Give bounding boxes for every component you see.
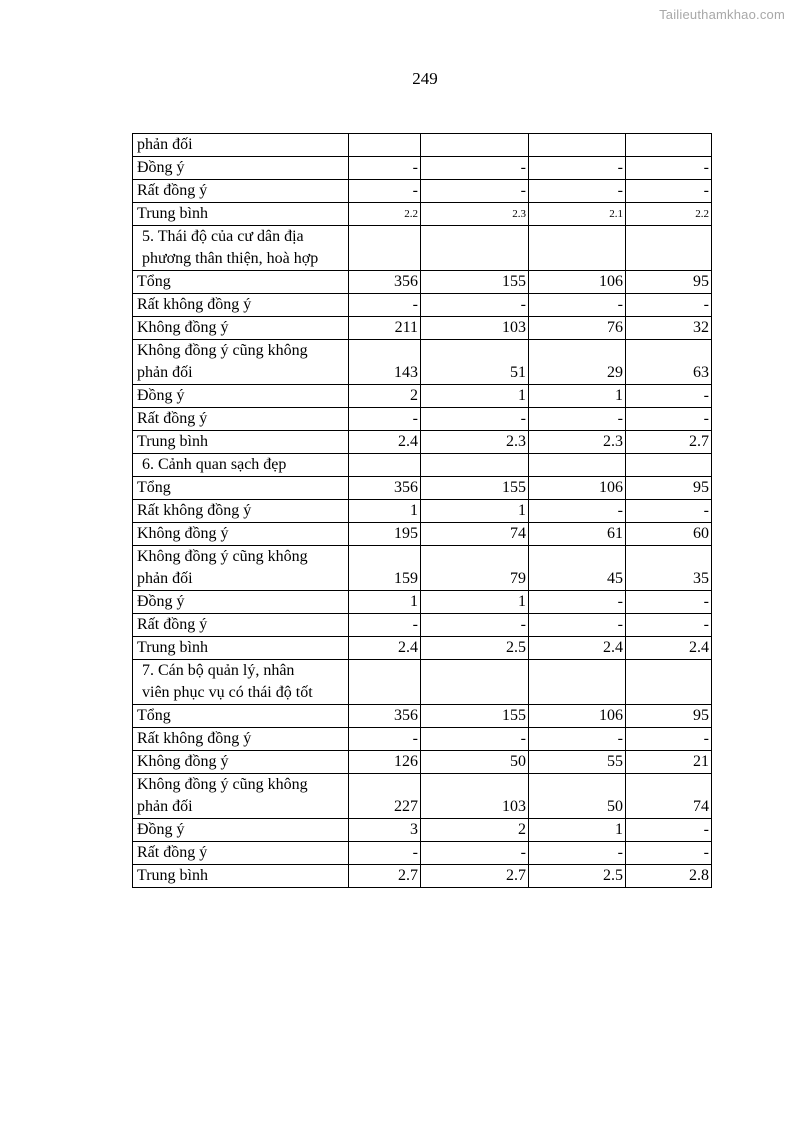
value-cell-col-4: 21: [626, 751, 712, 774]
table-row: [133, 614, 712, 637]
table-row: [133, 523, 712, 546]
value-cell-col-4: 63: [626, 340, 712, 385]
row-label-cell: [133, 340, 349, 385]
value-cell-col-2: 2.5: [421, 637, 529, 660]
row-label-line: Đồng ý: [137, 821, 185, 838]
table-row: [133, 317, 712, 340]
value-cell-col-2: 1: [421, 385, 529, 408]
value-cell-col-2: [421, 660, 529, 705]
table-row: [133, 431, 712, 454]
section-heading-cell: [133, 226, 349, 271]
value-cell-col-1: -: [349, 294, 421, 317]
survey-table-body: [133, 134, 712, 888]
row-label-line: Đồng ý: [137, 387, 185, 404]
table-row: [133, 408, 712, 431]
value-cell-col-1: -: [349, 614, 421, 637]
value-cell-col-2: 2.3: [421, 431, 529, 454]
value-cell-col-2: 79: [421, 546, 529, 591]
value-cell-col-4: -: [626, 294, 712, 317]
row-label-cell: [133, 819, 349, 842]
value-cell-col-1: 2: [349, 385, 421, 408]
value-cell-col-1: 356: [349, 271, 421, 294]
value-cell-col-3: 76: [529, 317, 626, 340]
value-cell-col-4: 95: [626, 705, 712, 728]
row-label-line: Trung bình: [137, 639, 208, 656]
value-cell-col-3: [529, 134, 626, 157]
value-cell-col-2: 103: [421, 317, 529, 340]
value-cell-col-3: -: [529, 408, 626, 431]
row-label-line: phản đối: [137, 570, 193, 587]
value-cell-col-3: 1: [529, 385, 626, 408]
row-label-line: viên phục vụ có thái độ tốt: [142, 684, 313, 701]
value-cell-col-3: 2.5: [529, 865, 626, 888]
row-label-line: Tổng: [137, 273, 171, 290]
table-row: [133, 203, 712, 226]
row-label-cell: [133, 317, 349, 340]
row-label-cell: [133, 728, 349, 751]
value-cell-col-3: 55: [529, 751, 626, 774]
table-row: [133, 751, 712, 774]
value-cell-col-4: 74: [626, 774, 712, 819]
table-row: [133, 637, 712, 660]
value-cell-col-4: 95: [626, 271, 712, 294]
row-label-cell: [133, 271, 349, 294]
value-cell-col-4: 2.4: [626, 637, 712, 660]
value-cell-col-2: -: [421, 614, 529, 637]
value-cell-col-1: -: [349, 408, 421, 431]
table-row: [133, 842, 712, 865]
section-heading-row: [133, 226, 712, 271]
value-cell-col-1: 159: [349, 546, 421, 591]
value-cell-col-3: 61: [529, 523, 626, 546]
row-label-cell: [133, 614, 349, 637]
value-cell-col-2: 2.3: [421, 203, 529, 226]
value-cell-col-4: 60: [626, 523, 712, 546]
value-cell-col-2: -: [421, 842, 529, 865]
value-cell-col-2: 51: [421, 340, 529, 385]
value-cell-col-1: 126: [349, 751, 421, 774]
value-cell-col-2: -: [421, 180, 529, 203]
row-label-line: Không đồng ý cũng không: [137, 776, 308, 793]
table-row: [133, 385, 712, 408]
value-cell-col-2: -: [421, 408, 529, 431]
row-label-cell: [133, 477, 349, 500]
section-heading-row: [133, 660, 712, 705]
table-row: [133, 477, 712, 500]
table-row: [133, 819, 712, 842]
row-label-cell: [133, 774, 349, 819]
table-row: [133, 294, 712, 317]
table-row: [133, 865, 712, 888]
table-row: [133, 774, 712, 819]
table-row: [133, 134, 712, 157]
value-cell-col-2: -: [421, 294, 529, 317]
section-heading-cell: [133, 660, 349, 705]
row-label-line: phản đối: [137, 136, 193, 153]
section-heading-row: [133, 454, 712, 477]
value-cell-col-2: -: [421, 728, 529, 751]
table-row: [133, 180, 712, 203]
value-cell-col-1: 3: [349, 819, 421, 842]
value-cell-col-3: -: [529, 842, 626, 865]
value-cell-col-4: -: [626, 180, 712, 203]
row-label-cell: [133, 500, 349, 523]
value-cell-col-2: 1: [421, 591, 529, 614]
value-cell-col-1: [349, 660, 421, 705]
value-cell-col-1: 227: [349, 774, 421, 819]
value-cell-col-4: 2.7: [626, 431, 712, 454]
value-cell-col-4: 32: [626, 317, 712, 340]
row-label-line: Không đồng ý cũng không: [137, 548, 308, 565]
value-cell-col-2: 74: [421, 523, 529, 546]
value-cell-col-3: 1: [529, 819, 626, 842]
value-cell-col-3: 29: [529, 340, 626, 385]
table-row: [133, 705, 712, 728]
value-cell-col-4: -: [626, 728, 712, 751]
value-cell-col-4: [626, 660, 712, 705]
table-row: [133, 157, 712, 180]
watermark: Tailieuthamkhao.com: [659, 7, 785, 22]
row-label-line: Không đồng ý: [137, 753, 229, 770]
value-cell-col-2: 155: [421, 705, 529, 728]
table-row: [133, 591, 712, 614]
value-cell-col-1: 195: [349, 523, 421, 546]
row-label-cell: [133, 157, 349, 180]
row-label-cell: [133, 134, 349, 157]
value-cell-col-2: [421, 134, 529, 157]
row-label-line: Trung bình: [137, 867, 208, 884]
table-row: [133, 728, 712, 751]
row-label-cell: [133, 385, 349, 408]
value-cell-col-3: [529, 226, 626, 271]
table-row: [133, 546, 712, 591]
value-cell-col-3: 45: [529, 546, 626, 591]
row-label-line: Tổng: [137, 707, 171, 724]
value-cell-col-3: -: [529, 500, 626, 523]
row-label-line: Không đồng ý cũng không: [137, 342, 308, 359]
row-label-line: Rất đồng ý: [137, 844, 208, 861]
row-label-line: Rất đồng ý: [137, 616, 208, 633]
value-cell-col-2: 103: [421, 774, 529, 819]
row-label-cell: [133, 180, 349, 203]
value-cell-col-1: 2.4: [349, 637, 421, 660]
value-cell-col-4: [626, 226, 712, 271]
value-cell-col-4: 2.8: [626, 865, 712, 888]
value-cell-col-3: -: [529, 614, 626, 637]
value-cell-col-4: -: [626, 385, 712, 408]
section-heading-cell: [133, 454, 349, 477]
value-cell-col-1: 2.7: [349, 865, 421, 888]
value-cell-col-2: [421, 454, 529, 477]
survey-table: [132, 133, 712, 888]
value-cell-col-4: [626, 134, 712, 157]
value-cell-col-4: 35: [626, 546, 712, 591]
row-label-cell: [133, 203, 349, 226]
value-cell-col-2: 155: [421, 477, 529, 500]
row-label-line: Rất đồng ý: [137, 182, 208, 199]
value-cell-col-3: 106: [529, 271, 626, 294]
value-cell-col-4: [626, 454, 712, 477]
value-cell-col-3: -: [529, 180, 626, 203]
row-label-line: Trung bình: [137, 433, 208, 450]
value-cell-col-1: 356: [349, 705, 421, 728]
row-label-line: Rất không đồng ý: [137, 730, 252, 747]
value-cell-col-3: 2.4: [529, 637, 626, 660]
value-cell-col-3: 106: [529, 477, 626, 500]
value-cell-col-3: 50: [529, 774, 626, 819]
row-label-line: Không đồng ý: [137, 525, 229, 542]
value-cell-col-1: -: [349, 842, 421, 865]
row-label-cell: [133, 751, 349, 774]
row-label-line: 7. Cán bộ quản lý, nhân: [142, 662, 295, 679]
value-cell-col-3: -: [529, 294, 626, 317]
row-label-line: Đồng ý: [137, 159, 185, 176]
value-cell-col-4: 95: [626, 477, 712, 500]
value-cell-col-3: -: [529, 728, 626, 751]
row-label-line: Trung bình: [137, 205, 208, 222]
table-row: [133, 340, 712, 385]
value-cell-col-3: [529, 660, 626, 705]
row-label-line: phản đối: [137, 364, 193, 381]
value-cell-col-4: 2.2: [626, 203, 712, 226]
value-cell-col-2: 155: [421, 271, 529, 294]
value-cell-col-1: 1: [349, 500, 421, 523]
value-cell-col-1: 211: [349, 317, 421, 340]
value-cell-col-3: 2.3: [529, 431, 626, 454]
value-cell-col-1: 143: [349, 340, 421, 385]
row-label-cell: [133, 842, 349, 865]
row-label-line: phương thân thiện, hoà hợp: [142, 250, 319, 267]
value-cell-col-3: -: [529, 591, 626, 614]
value-cell-col-1: [349, 226, 421, 271]
value-cell-col-3: 2.1: [529, 203, 626, 226]
row-label-line: Rất không đồng ý: [137, 296, 252, 313]
table-row: [133, 271, 712, 294]
page-number: 249: [412, 69, 438, 88]
value-cell-col-3: -: [529, 157, 626, 180]
value-cell-col-1: 2.4: [349, 431, 421, 454]
value-cell-col-2: [421, 226, 529, 271]
value-cell-col-1: -: [349, 728, 421, 751]
value-cell-col-1: [349, 134, 421, 157]
value-cell-col-1: -: [349, 180, 421, 203]
table-row: [133, 500, 712, 523]
row-label-cell: [133, 637, 349, 660]
row-label-cell: [133, 591, 349, 614]
value-cell-col-4: -: [626, 614, 712, 637]
row-label-line: Rất không đồng ý: [137, 502, 252, 519]
value-cell-col-1: -: [349, 157, 421, 180]
value-cell-col-4: -: [626, 842, 712, 865]
row-label-cell: [133, 705, 349, 728]
value-cell-col-2: 50: [421, 751, 529, 774]
row-label-cell: [133, 546, 349, 591]
row-label-cell: [133, 294, 349, 317]
value-cell-col-3: [529, 454, 626, 477]
value-cell-col-4: -: [626, 408, 712, 431]
value-cell-col-1: [349, 454, 421, 477]
value-cell-col-2: 2.7: [421, 865, 529, 888]
row-label-line: 6. Cảnh quan sạch đẹp: [142, 456, 287, 473]
row-label-cell: [133, 431, 349, 454]
value-cell-col-1: 356: [349, 477, 421, 500]
value-cell-col-1: 1: [349, 591, 421, 614]
value-cell-col-4: -: [626, 591, 712, 614]
value-cell-col-4: -: [626, 819, 712, 842]
value-cell-col-1: 2.2: [349, 203, 421, 226]
value-cell-col-2: 1: [421, 500, 529, 523]
value-cell-col-4: -: [626, 157, 712, 180]
value-cell-col-3: 106: [529, 705, 626, 728]
row-label-line: phản đối: [137, 798, 193, 815]
value-cell-col-4: -: [626, 500, 712, 523]
row-label-line: Tổng: [137, 479, 171, 496]
row-label-line: Rất đồng ý: [137, 410, 208, 427]
row-label-cell: [133, 523, 349, 546]
row-label-line: 5. Thái độ của cư dân địa: [142, 228, 304, 245]
row-label-cell: [133, 865, 349, 888]
value-cell-col-2: -: [421, 157, 529, 180]
value-cell-col-2: 2: [421, 819, 529, 842]
row-label-line: Đồng ý: [137, 593, 185, 610]
row-label-cell: [133, 408, 349, 431]
row-label-line: Không đồng ý: [137, 319, 229, 336]
